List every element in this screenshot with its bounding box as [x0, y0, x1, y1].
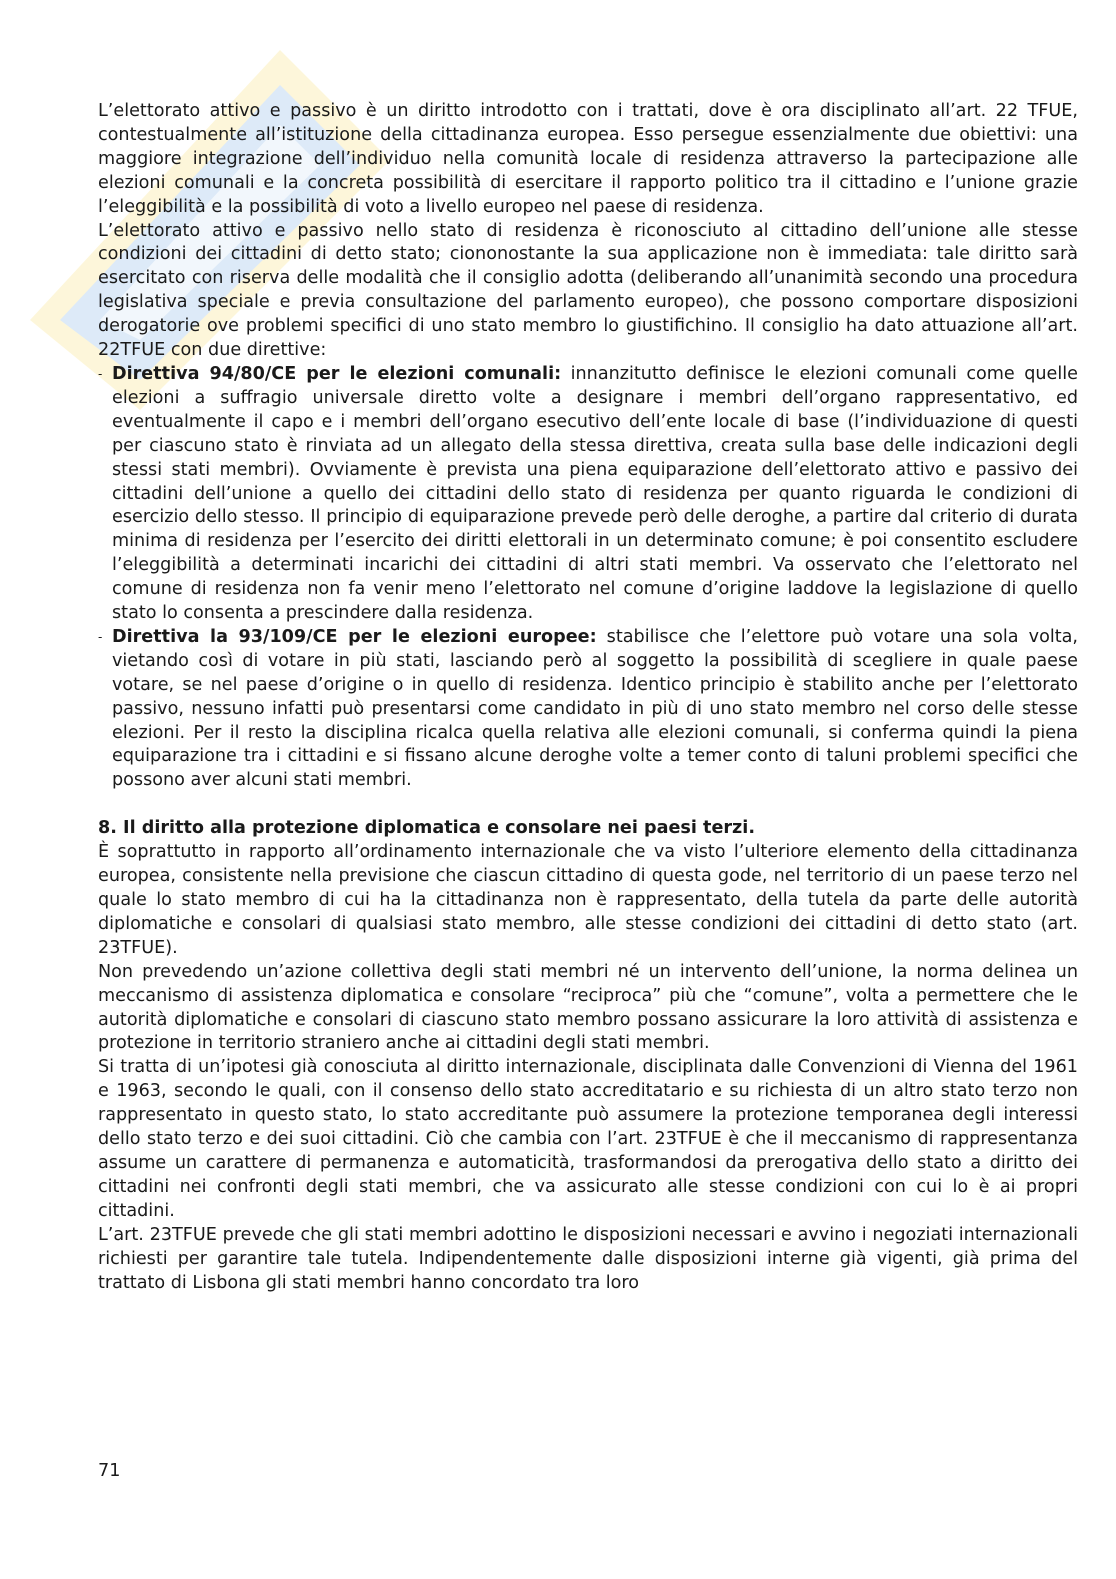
- list-item-directive-93-109: [98, 626, 1078, 793]
- section-paragraph-4: L’art. 23TFUE prevede che gli stati membri adottino le disposizioni necessari e avvino i negoziati internazionali richiesti per garantire tale tutela. Indipendentemente dalle disposizioni interne già vigenti, già prima del trattato di Lisbona gli stati membri hanno concordato tra loro: [98, 1224, 1078, 1293]
- section-paragraph-3: Si tratta di un’ipotesi già conosciuta al diritto internazionale, disciplinata dalle Convenzioni di Vienna del 1961 e 1963, secondo le quali, con il consenso dello stato accreditatario e su richiesta di un altro stato terzo non rappresentato in questo stato, lo stato accreditante può assumere la protezione temporanea degli interessi dello stato terzo e dei suoi cittadini. Ciò che cambia con l’art. 23TFUE è che il meccanismo di rappresentanza assume un carattere di permanenza e automaticità, trasformandosi da prerogativa dello stato a diritto dei cittadini nei confronti degli stati membri, che va assicurato alle stesse condizioni con cui lo è ai propri cittadini.: [98, 1057, 1078, 1221]
- dash-bullet-icon: -: [98, 629, 103, 644]
- dash-bullet-icon: -: [98, 366, 103, 381]
- intro-paragraph-2: L’elettorato attivo e passivo nello stato di residenza è riconosciuto al cittadino dell’unione alle stesse condizioni dei cittadini di detto stato; ciononostante la sua applicazione non è immediata: tale diritto sarà esercitato con riserva delle modalità che il consiglio adotta (deliberando all’unanimità secondo una procedura legislativa speciale e previa consultazione del parlamento europeo), che possono comportare disposizioni derogatorie ove problemi specifici di uno stato membro lo giustifichino. Il consiglio ha dato attuazione all’art. 22TFUE con due direttive:: [98, 220, 1078, 361]
- section-paragraph-1: È soprattutto in rapporto all’ordinamento internazionale che va visto l’ulteriore elemento della cittadinanza europea, consistente nella previsione che ciascun cittadino di questa gode, nel territorio di un paese terzo nel quale lo stato membro di cui ha la cittadinanza non è rappresentato, della tutela da parte delle autorità diplomatiche e consolari di qualsiasi stato membro, alle stesse condizioni dei cittadini di detto stato (art. 23TFUE).: [98, 842, 1078, 958]
- list-item-directive-94-80: [98, 363, 1078, 626]
- directive-text: stabilisce che l’elettore può votare una sola volta, vietando così di votare in più stati, lasciando però al soggetto la possibilità di scegliere in quale paese votare, se nel paese d’origine o in quello di residenza. Identico principio è stabilito anche per l’elettorato passivo, nessuno infatti può presentarsi come candidato in più di uno stato membro nel corso delle stesse elezioni. Per il resto la disciplina ricalca quella relativa alle elezioni comunali, si conferma quindi la piena equiparazione tra i cittadini e si fissano alcune deroghe volte a temer conto di taluni problemi specifici che possono aver alcuni stati membri.: [112, 626, 1078, 791]
- page-content: [98, 100, 1078, 1295]
- directive-text: innanzitutto definisce le elezioni comunali come quelle elezioni a suffragio universale diretto volte a designare i membri dell’organo rappresentativo, ed eventualmente il capo e i membri dell’organo esecutivo dell’ente locale di base (l’individuazione di questi per ciascuno stato è rinviata ad un allegato della stessa direttiva, creata sulla base delle indicazioni degli stessi stati membri). Ovviamente è prevista una piena equiparazione dell’elettorato attivo e passivo dei cittadini dell’unione a quello dei cittadini dello stato di residenza per quanto riguarda le condizioni di esercizio dello stesso. Il principio di equiparazione prevede però delle deroghe, a partire dal criterio di durata minima di residenza per l’esercito dei diritti elettorali in un determinato comune; è poi consentito escludere l’eleggibilità a determinati incarichi dei cittadini di altri stati membri. Va osservato che l’elettorato nel comune di residenza non fa venir meno l’elettorato nel comune d’origine laddove la legislazione di quello stato lo consenta a prescindere dalla residenza.: [112, 363, 1078, 624]
- directive-title: Direttiva la 93/109/CE per le elezioni europee:: [112, 626, 597, 647]
- directive-title: Direttiva 94/80/CE per le elezioni comunali:: [112, 363, 562, 384]
- intro-paragraph-1: L’elettorato attivo e passivo è un diritto introdotto con i trattati, dove è ora disciplinato all’art. 22 TFUE, contestualmente all’istituzione della cittadinanza europea. Esso persegue essenzialmente due obiettivi: una maggiore integrazione dell’individuo nella comunità locale di residenza attraverso la partecipazione alle elezioni comunali e la concreta possibilità di esercitare il rapporto politico tra il cittadino e l’unione grazie l’eleggibilità e la possibilità di voto a livello europeo nel paese di residenza.: [98, 101, 1078, 217]
- section-heading: 8. Il diritto alla protezione diplomatica e consolare nei paesi terzi.: [98, 818, 756, 839]
- directives-list: [98, 363, 1078, 793]
- page-number: 71: [98, 1461, 121, 1481]
- section-paragraph-2: Non prevedendo un’azione collettiva degli stati membri né un intervento dell’unione, la norma delinea un meccanismo di assistenza diplomatica e consolare “reciproca” più che “comune”, volta a permettere che le autorità diplomatiche e consolari di ciascuno stato membro possano assicurare la loro attività di assistenza e protezione in territorio straniero anche ai cittadini degli stati membri.: [98, 961, 1078, 1054]
